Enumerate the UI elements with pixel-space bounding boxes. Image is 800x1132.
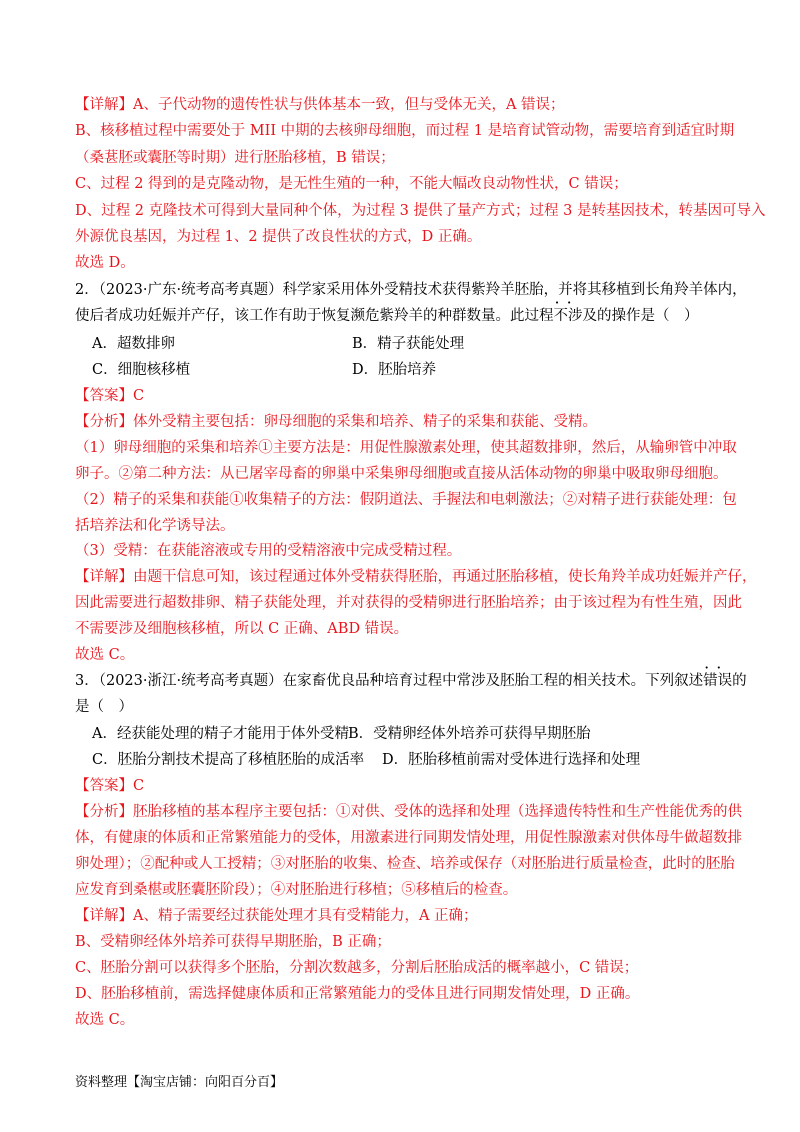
q1-choose: 故选 D。 bbox=[75, 255, 135, 271]
q2-analysis-line: （3）受精：在获能溶液或专用的受精溶液中完成受精过程。 bbox=[75, 543, 462, 559]
q2-stem-text: 使后者成功妊娠并产仔，该工作有助于恢复濒危紫羚羊的种群数量。此过程 bbox=[75, 308, 554, 324]
q2-answer: 【答案】C bbox=[75, 388, 145, 404]
q3-choose: 故选 C。 bbox=[75, 1012, 135, 1028]
q2-detail-line: 【详解】由题干信息可知，该过程通过体外受精获得胚胎，再通过胚胎移植，使长角羚羊成功妊娠并产仔， bbox=[75, 569, 757, 585]
q2-emphasis: · · 不涉及 bbox=[554, 306, 598, 326]
q1-detail-line: 【详解】A、子代动物的遗传性状与供体基本一致，但与受体无关，A 错误； bbox=[75, 97, 565, 113]
q3-analysis-line: 卵处理）；②配种或人工授精；③对胚胎的收集、检查、培养或保存（对胚胎进行质量检查，此时的胚胎 bbox=[75, 856, 735, 872]
q2-analysis-line: （2）精子的采集和获能①收集精子的方法：假阴道法、手握法和电刺激法；②对精子进行获能处理：包 bbox=[75, 492, 737, 508]
q2-option-a: A．超数排卵 bbox=[92, 336, 175, 352]
q2-stem: 2．（2023·广东·统考高考真题）科学家采用体外受精技术获得紫羚羊胚胎，并将其移植到长角羚羊体内， bbox=[75, 282, 747, 298]
q2-choose: 故选 C。 bbox=[75, 647, 135, 663]
q3-stem-cont: 是（ ） bbox=[75, 699, 133, 715]
q2-option-c: C．细胞核移植 bbox=[92, 362, 191, 378]
q2-analysis-line: （1）卵母细胞的采集和培养①主要方法是：用促性腺激素处理，使其超数排卵，然后，从输卵管中冲取 bbox=[75, 440, 737, 456]
q2-analysis-line: 【分析】体外受精主要包括：卵母细胞的采集和培养、精子的采集和获能、受精。 bbox=[75, 414, 597, 430]
q2-option-b: B．精子获能处理 bbox=[352, 336, 465, 352]
q3-detail-line: 【详解】A、精子需要经过获能处理才具有受精能力，A 正确； bbox=[75, 908, 478, 924]
q1-detail-line: 外源优良基因，为过程 1、2 提供了改良性状的方式，D 正确。 bbox=[75, 229, 482, 245]
q3-stem bbox=[75, 671, 747, 691]
q3-option-b: B．受精卵经体外培养可获得早期胚胎 bbox=[348, 726, 591, 742]
q2-detail-line: 不需要涉及细胞核移植，所以 C 正确、ABD 错误。 bbox=[75, 621, 409, 637]
q1-detail-line: C、过程 2 得到的是克隆动物，是无性生殖的一种，不能大幅改良动物性状，C 错误； bbox=[75, 176, 628, 192]
q3-analysis-line: 体，有健康的体质和正常繁殖能力的受体，用激素进行同期发情处理，用促性腺激素对供体母牛做超数排 bbox=[75, 830, 742, 846]
q3-detail-line: B、受精卵经体外培养可获得早期胚胎，B 正确； bbox=[75, 934, 391, 950]
q3-stem-tail: 的 bbox=[732, 673, 747, 689]
q2-analysis-line: 卵子。②第二种方法：从已屠宰母畜的卵巢中采集卵母细胞或直接从活体动物的卵巢中吸取卵母细胞。 bbox=[75, 466, 728, 482]
q1-detail-line: D、过程 2 克隆技术可得到大量同种个体，为过程 3 提供了量产方式；过程 3 是转基因技术，转基因可导入 bbox=[75, 203, 766, 219]
q1-detail-line: B、核移植过程中需要处于 MII 中期的去核卵母细胞，而过程 1 是培育试管动物，需要培育到适宜时期 bbox=[75, 123, 735, 139]
q3-emphasis: · · 错误 bbox=[703, 671, 732, 691]
q1-detail-line: （桑葚胚或囊胚等时期）进行胚胎移植，B 错误； bbox=[75, 150, 395, 166]
q3-detail-line: D、胚胎移植前，需选择健康体质和正常繁殖能力的受体且进行同期发情处理，D 正确。 bbox=[75, 986, 640, 1002]
q2-stem-tail: 的操作是（ ） bbox=[597, 308, 699, 324]
q3-option-c: C．胚胎分割技术提高了移植胚胎的成活率 bbox=[92, 752, 365, 768]
q2-detail-line: 因此需要进行超数排卵、精子获能处理，并对获得的受精卵进行胚胎培养；由于该过程为有性生殖，因此 bbox=[75, 595, 742, 611]
q3-option-d: D．胚胎移植前需对受体进行选择和处理 bbox=[382, 752, 641, 768]
q3-analysis-line: 【分析】胚胎移植的基本程序主要包括：①对供、受体的选择和处理（选择遗传特性和生产性能优秀的供 bbox=[75, 804, 742, 820]
q2-stem-cont bbox=[75, 306, 699, 326]
q2-analysis-line: 括培养法和化学诱导法。 bbox=[75, 518, 235, 534]
q3-option-a: A．经获能处理的精子才能用于体外受精 bbox=[92, 726, 349, 742]
page-footer: 资料整理【淘宝店铺：向阳百分百】 bbox=[75, 1075, 284, 1090]
q3-detail-line: C、胚胎分割可以获得多个胚胎，分割次数越多，分割后胚胎成活的概率越小，C 错误； bbox=[75, 960, 639, 976]
q2-option-d: D．胚胎培养 bbox=[352, 362, 437, 378]
q3-stem-text: 3．（2023·浙江·统考高考真题）在家畜优良品种培育过程中常涉及胚胎工程的相关技术。下列叙述 bbox=[75, 673, 704, 689]
q3-answer: 【答案】C bbox=[75, 778, 145, 794]
q3-analysis-line: 应发育到桑椹或胚囊胚阶段）；④对胚胎进行移植；⑤移植后的检查。 bbox=[75, 882, 518, 898]
